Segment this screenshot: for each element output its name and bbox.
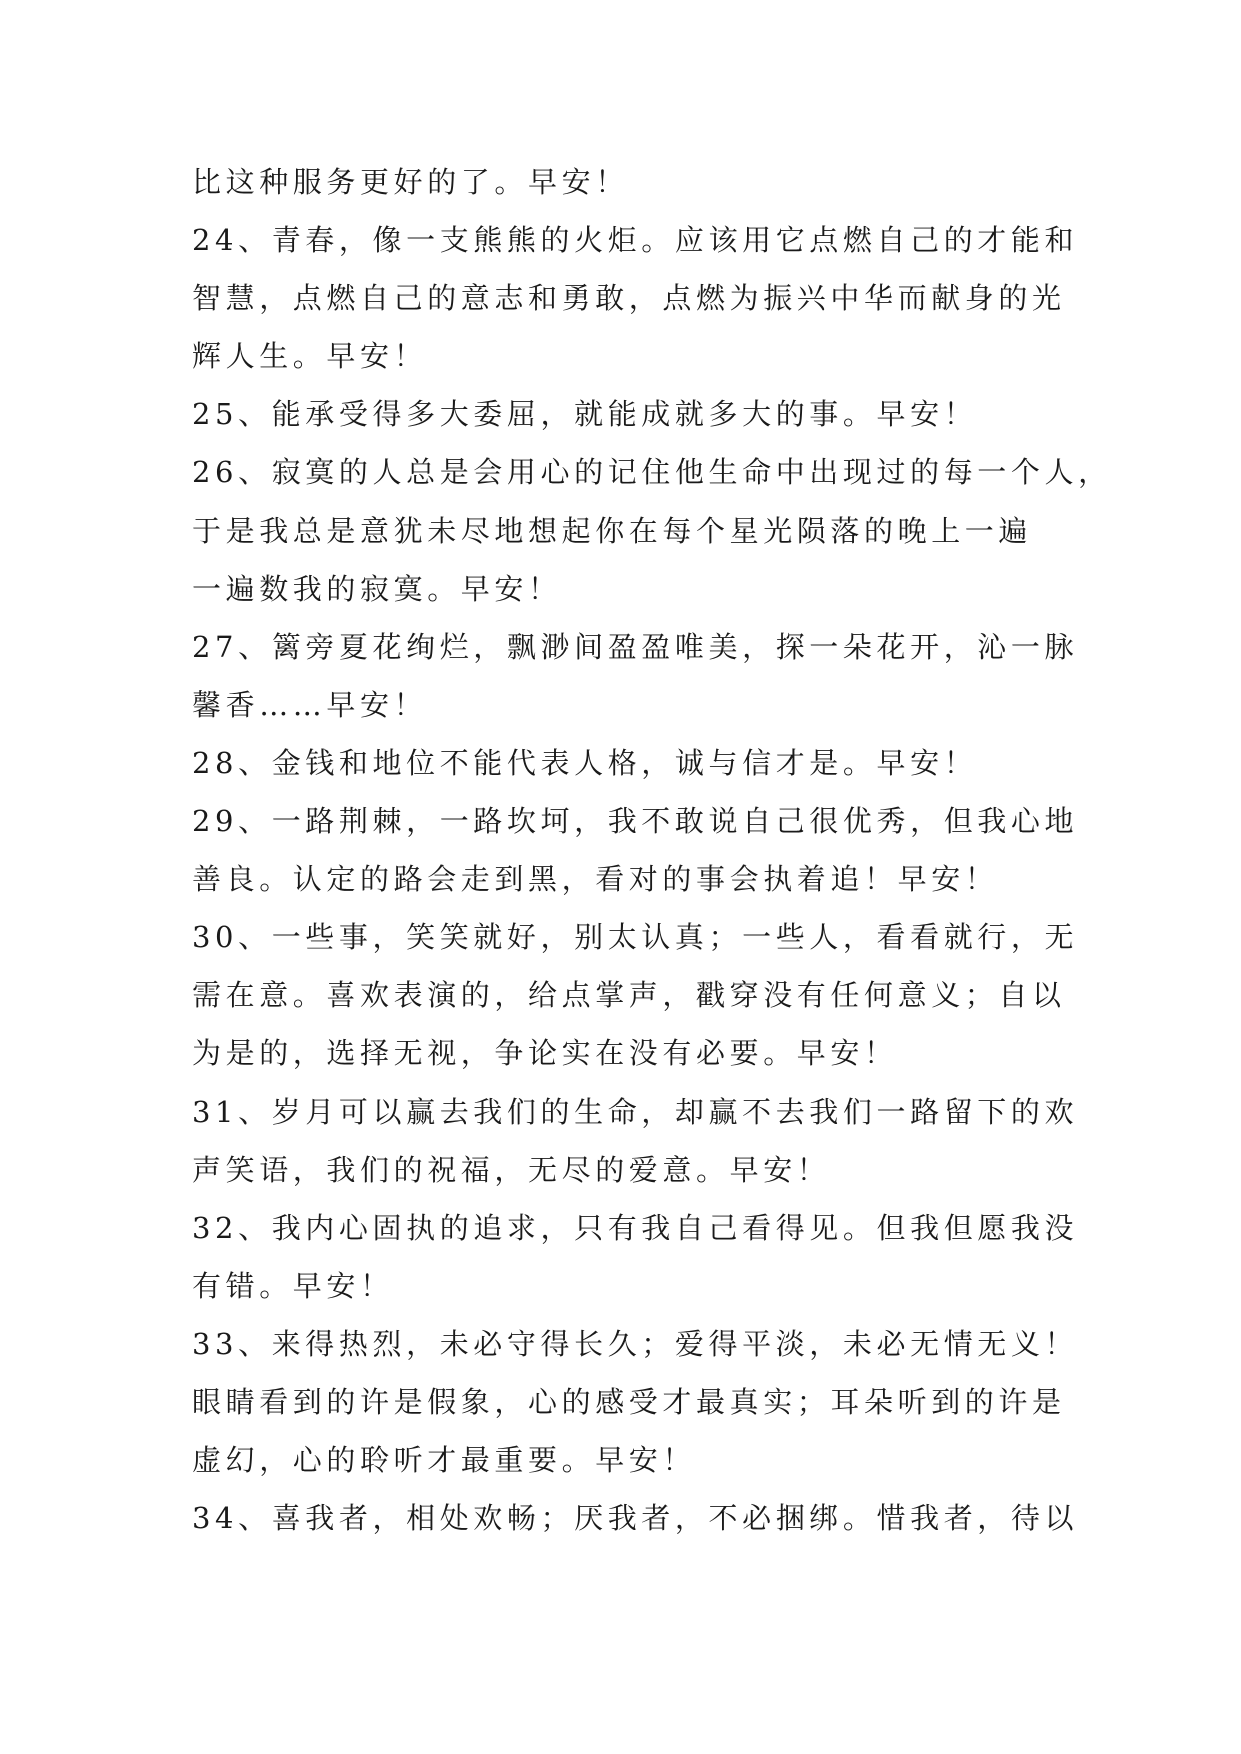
text-line: 26、寂寞的人总是会用心的记住他生命中出现过的每一个人， <box>192 455 1112 490</box>
text-line: 27、篱旁夏花绚烂，飘渺间盈盈唯美，探一朵花开，沁一脉 <box>192 629 1079 664</box>
body-text <box>192 153 1112 1547</box>
text-line: 32、我内心固执的追求，只有我自己看得见。但我但愿我没 <box>192 1210 1079 1245</box>
text-line: 25、能承受得多大委屈，就能成就多大的事。早安！ <box>192 397 978 432</box>
text-line: 辉人生。早安！ <box>192 339 428 374</box>
text-line: 于是我总是意犹未尽地想起你在每个星光陨落的晚上一遍 <box>192 513 1033 548</box>
text-line: 善良。认定的路会走到黑，看对的事会执着追！早安！ <box>192 862 999 897</box>
text-line: 30、一些事，笑笑就好，别太认真；一些人，看看就行，无 <box>192 920 1079 955</box>
text-line: 31、岁月可以赢去我们的生命，却赢不去我们一路留下的欢 <box>192 1094 1079 1129</box>
text-line: 眼睛看到的许是假象，心的感受才最真实；耳朵听到的许是 <box>192 1384 1066 1419</box>
text-line: 有错。早安！ <box>192 1268 394 1303</box>
text-line: 34、喜我者，相处欢畅；厌我者，不必捆绑。惜我者，待以 <box>192 1501 1079 1536</box>
text-line: 33、来得热烈，未必守得长久；爱得平淡，未必无情无义！ <box>192 1326 1079 1361</box>
text-line: 馨香……早安！ <box>192 687 428 722</box>
text-line: 智慧，点燃自己的意志和勇敢，点燃为振兴中华而献身的光 <box>192 281 1066 316</box>
text-line: 28、金钱和地位不能代表人格，诚与信才是。早安！ <box>192 745 978 780</box>
text-line: 为是的，选择无视，争论实在没有必要。早安！ <box>192 1036 898 1071</box>
text-line: 一遍数我的寂寞。早安！ <box>192 571 562 606</box>
text-line: 声笑语，我们的祝福，无尽的爱意。早安！ <box>192 1152 831 1187</box>
text-line: 虚幻，心的聆听才最重要。早安！ <box>192 1443 697 1478</box>
text-line: 24、青春，像一支熊熊的火炬。应该用它点燃自己的才能和 <box>192 223 1079 258</box>
text-line: 比这种服务更好的了。早安！ <box>192 165 629 199</box>
text-line: 需在意。喜欢表演的，给点掌声，戳穿没有任何意义；自以 <box>192 978 1066 1013</box>
text-line: 29、一路荆棘，一路坎坷，我不敢说自己很优秀，但我心地 <box>192 804 1079 839</box>
